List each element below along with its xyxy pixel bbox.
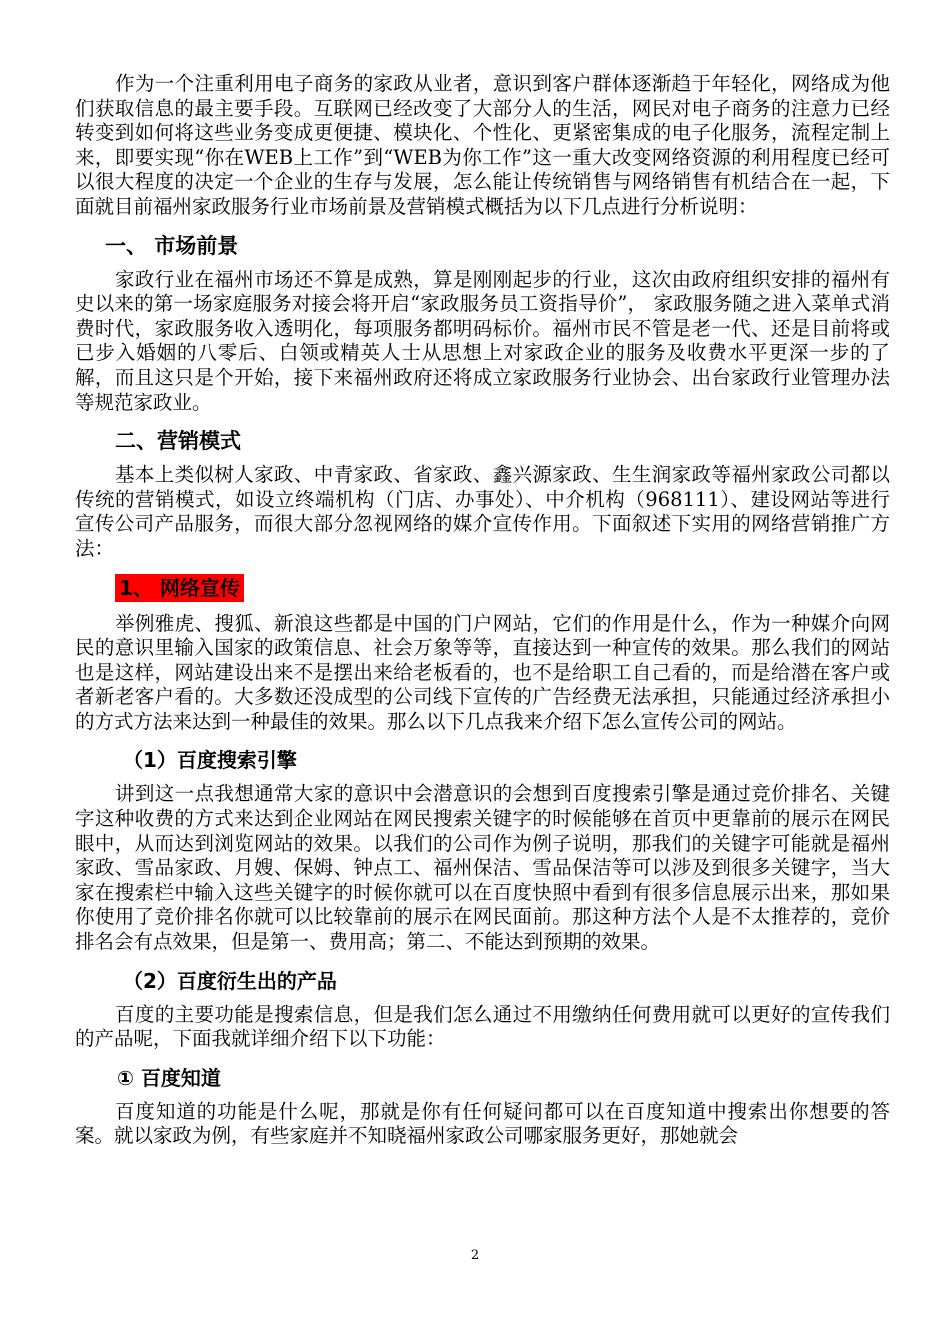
subsection-heading-wrapper	[75, 574, 890, 604]
item-heading-baidu-zhidao: ① 百度知道	[117, 1065, 221, 1090]
subsection-heading-network-promo: 1、 网络宣传	[115, 574, 244, 602]
baidu-products-paragraph: 百度的主要功能是搜索信息，但是我们怎么通过不用缴纳任何费用就可以更好的宣传我们的产品呢，下面我就详细介绍下以下功能：	[75, 1002, 890, 1051]
baidu-search-paragraph: 讲到这一点我想通常大家的意识中会潜意识的会想到百度搜索引擎是通过竞价排名、关键字这种收费的方式来达到企业网站在网民搜索关键字的时候能够在首页中更靠前的展示在网民眼中，从而达到浏览网站的效果。以我们的公司作为例子说明，那我们的关键字可能就是福州家政、雪品家政、月嫂、保姆、钟点工、福州保洁、雪品保洁等可以涉及到很多关键字，当大家在搜索栏中输入这些关键字的时候你就可以在百度快照中看到有很多信息展示出来，那如果你使用了竞价排名你就可以比较靠前的展示在网民面前。那这种方法个人是不太推荐的，竞价排名会有点效果，但是第一、费用高；第二、不能达到预期的效果。	[75, 782, 890, 954]
item-heading-baidu-products: （2）百度衍生出的产品	[123, 968, 337, 993]
network-promo-paragraph: 举例雅虎、搜狐、新浪这些都是中国的门户网站，它们的作用是什么，作为一种媒介向网民的意识里输入国家的政策信息、社会万象等等，直接达到一种宣传的效果。那么我们的网站也是这样，网站建设出来不是摆出来给老板看的，也不是给职工自己看的，而是给潜在客户或者新老客户看的。大多数还没成型的公司线下宣传的广告经费无法承担，只能通过经济承担小的方式方法来达到一种最佳的效果。那么以下几点我来介绍下怎么宣传公司的网站。	[75, 611, 890, 733]
item-heading-baidu-search: （1）百度搜索引擎	[123, 748, 297, 773]
baidu-zhidao-paragraph: 百度知道的功能是什么呢，那就是你有任何疑问都可以在百度知道中搜索出你想要的答案。就以家政为例，有些家庭并不知晓福州家政公司哪家服务更好，那她就会	[75, 1099, 890, 1148]
intro-paragraph: 作为一个注重利用电子商务的家政从业者，意识到客户群体逐渐趋于年轻化，网络成为他们获取信息的最主要手段。互联网已经改变了大部分人的生活，网民对电子商务的注意力已经转变到如何将这些业务变成更便捷、模块化、个性化、更紧密集成的电子化服务，流程定制上来，即要实现“你在WEB上工作”到“WEB为你工作”这一重大改变网络资源的利用程度已经可以很大程度的决定一个企业的生存与发展，怎么能让传统销售与网络销售有机结合在一起，下面就目前福州家政服务行业市场前景及营销模式概括为以下几点进行分析说明：	[75, 72, 890, 218]
section-heading-marketing: 二、营销模式	[115, 429, 241, 454]
document-body	[75, 72, 890, 1149]
page-number: 2	[470, 1248, 480, 1263]
section-heading-market: 一、 市场前景	[105, 233, 239, 258]
market-paragraph: 家政行业在福州市场还不算是成熟，算是刚刚起步的行业，这次由政府组织安排的福州有史以来的第一场家庭服务对接会将开启“家政服务员工资指导价”， 家政服务随之进入菜单式消费时代，家政服务收入透明化，每项服务都明码标价。福州市民不管是老一代、还是目前将或已步入婚姻的八零后、白领或精英人士从思想上对家政企业的服务及收费水平更深一步的了解，而且这只是个开始，接下来福州政府还将成立家政服务行业协会、出台家政行业管理办法等规范家政业。	[75, 267, 890, 414]
marketing-paragraph: 基本上类似树人家政、中青家政、省家政、鑫兴源家政、生生润家政等福州家政公司都以传统的营销模式，如设立终端机构（门店、办事处）、中介机构（968111）、建设网站等进行宣传公司产品服务，而很大部分忽视网络的媒介宣传作用。下面叙述下实用的网络营销推广方法：	[75, 463, 890, 560]
